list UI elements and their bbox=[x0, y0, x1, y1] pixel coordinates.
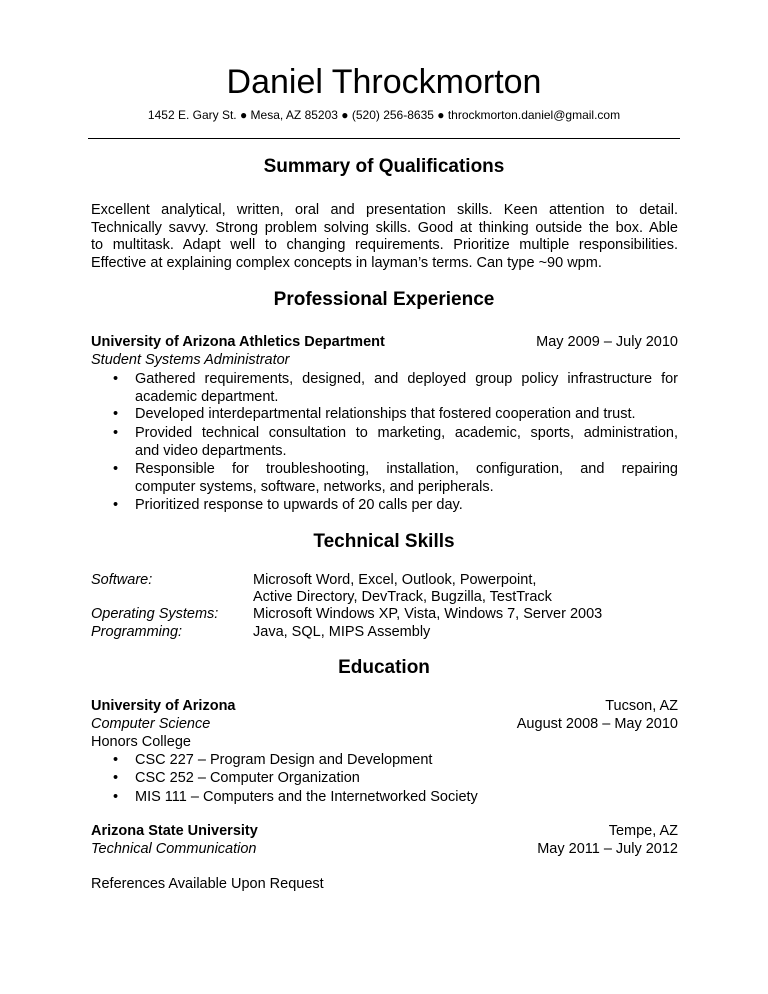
education-heading: Education bbox=[338, 657, 430, 678]
school-location: Tempe, AZ bbox=[608, 823, 678, 839]
bullet-line: Developed interdepartmental relationships that fostered cooperation and trust. bbox=[135, 406, 636, 422]
bullet-line: Responsible for troubleshooting, installation, configuration, and repairing bbox=[135, 461, 678, 477]
employment-dates: May 2009 – July 2010 bbox=[536, 334, 678, 350]
school-major: Computer Science bbox=[91, 716, 211, 732]
programming-value: Java, SQL, MIPS Assembly bbox=[253, 624, 431, 640]
experience-bullet bbox=[135, 496, 678, 514]
job-title: Student Systems Administrator bbox=[91, 352, 290, 368]
bullet-icon: • bbox=[113, 789, 119, 805]
bullet-line: academic department. bbox=[135, 388, 279, 405]
references-note: References Available Upon Request bbox=[91, 876, 324, 892]
header-divider bbox=[88, 138, 680, 139]
bullet-line: Provided technical consultation to marketing, academic, sports, administration, bbox=[135, 425, 678, 441]
os-label: Operating Systems: bbox=[91, 606, 219, 622]
bullet-icon: • bbox=[113, 770, 119, 786]
skills-heading: Technical Skills bbox=[313, 531, 455, 552]
school-note: Honors College bbox=[91, 734, 191, 750]
bullet-line: Gathered requirements, designed, and deployed group policy infrastructure for bbox=[135, 371, 678, 387]
summary-heading: Summary of Qualifications bbox=[263, 156, 505, 177]
bullet-icon: • bbox=[113, 752, 119, 768]
experience-bullet bbox=[135, 370, 678, 405]
school-dates: August 2008 – May 2010 bbox=[516, 716, 678, 732]
bullet-line: Prioritized response to upwards of 20 calls per day. bbox=[135, 497, 463, 513]
bullet-icon: • bbox=[113, 497, 119, 513]
experience-bullet bbox=[135, 424, 678, 459]
school-location: Tucson, AZ bbox=[605, 698, 678, 714]
school-dates: May 2011 – July 2012 bbox=[537, 841, 678, 857]
course-item: CSC 227 – Program Design and Development bbox=[135, 752, 433, 768]
school-name: University of Arizona bbox=[91, 698, 236, 714]
bullet-line: computer systems, software, networks, and peripherals. bbox=[135, 478, 494, 495]
school-major: Technical Communication bbox=[91, 841, 257, 857]
experience-bullet bbox=[135, 460, 678, 495]
summary-line: Effective at explaining complex concepts in layman’s terms. Can type ~90 wpm. bbox=[91, 254, 602, 271]
programming-label: Programming: bbox=[91, 624, 183, 640]
resume-name: Daniel Throckmorton bbox=[226, 63, 542, 101]
software-value-cont: Active Directory, DevTrack, Bugzilla, TestTrack bbox=[253, 589, 552, 605]
summary-line: Excellent analytical, written, oral and presentation skills. Keen attention to detail. bbox=[91, 202, 678, 218]
summary-line: to multitask. Adapt well to changing requirements. Prioritize multiple responsibilities. bbox=[91, 237, 678, 254]
course-item: CSC 252 – Computer Organization bbox=[135, 770, 360, 786]
bullet-icon: • bbox=[113, 425, 119, 441]
course-item: MIS 111 – Computers and the Internetworked Society bbox=[135, 789, 478, 805]
bullet-icon: • bbox=[113, 461, 119, 477]
school-name: Arizona State University bbox=[91, 823, 258, 839]
bullet-icon: • bbox=[113, 371, 119, 387]
experience-heading: Professional Experience bbox=[273, 289, 495, 310]
software-value: Microsoft Word, Excel, Outlook, Powerpoint, bbox=[253, 572, 537, 588]
experience-bullet bbox=[135, 405, 678, 423]
summary-line: Technically savvy. Strong problem solving skills. Good at thinking outside the box. Able bbox=[91, 219, 678, 236]
software-label: Software: bbox=[91, 572, 153, 588]
bullet-line: and video departments. bbox=[135, 442, 287, 459]
summary-paragraph bbox=[91, 202, 678, 272]
employer-name: University of Arizona Athletics Department bbox=[91, 334, 385, 350]
os-value: Microsoft Windows XP, Vista, Windows 7, Server 2003 bbox=[253, 606, 603, 622]
contact-info: 1452 E. Gary St. ● Mesa, AZ 85203 ● (520) 256-8635 ● throckmorton.daniel@gmail.com bbox=[147, 108, 621, 122]
bullet-icon: • bbox=[113, 406, 119, 422]
